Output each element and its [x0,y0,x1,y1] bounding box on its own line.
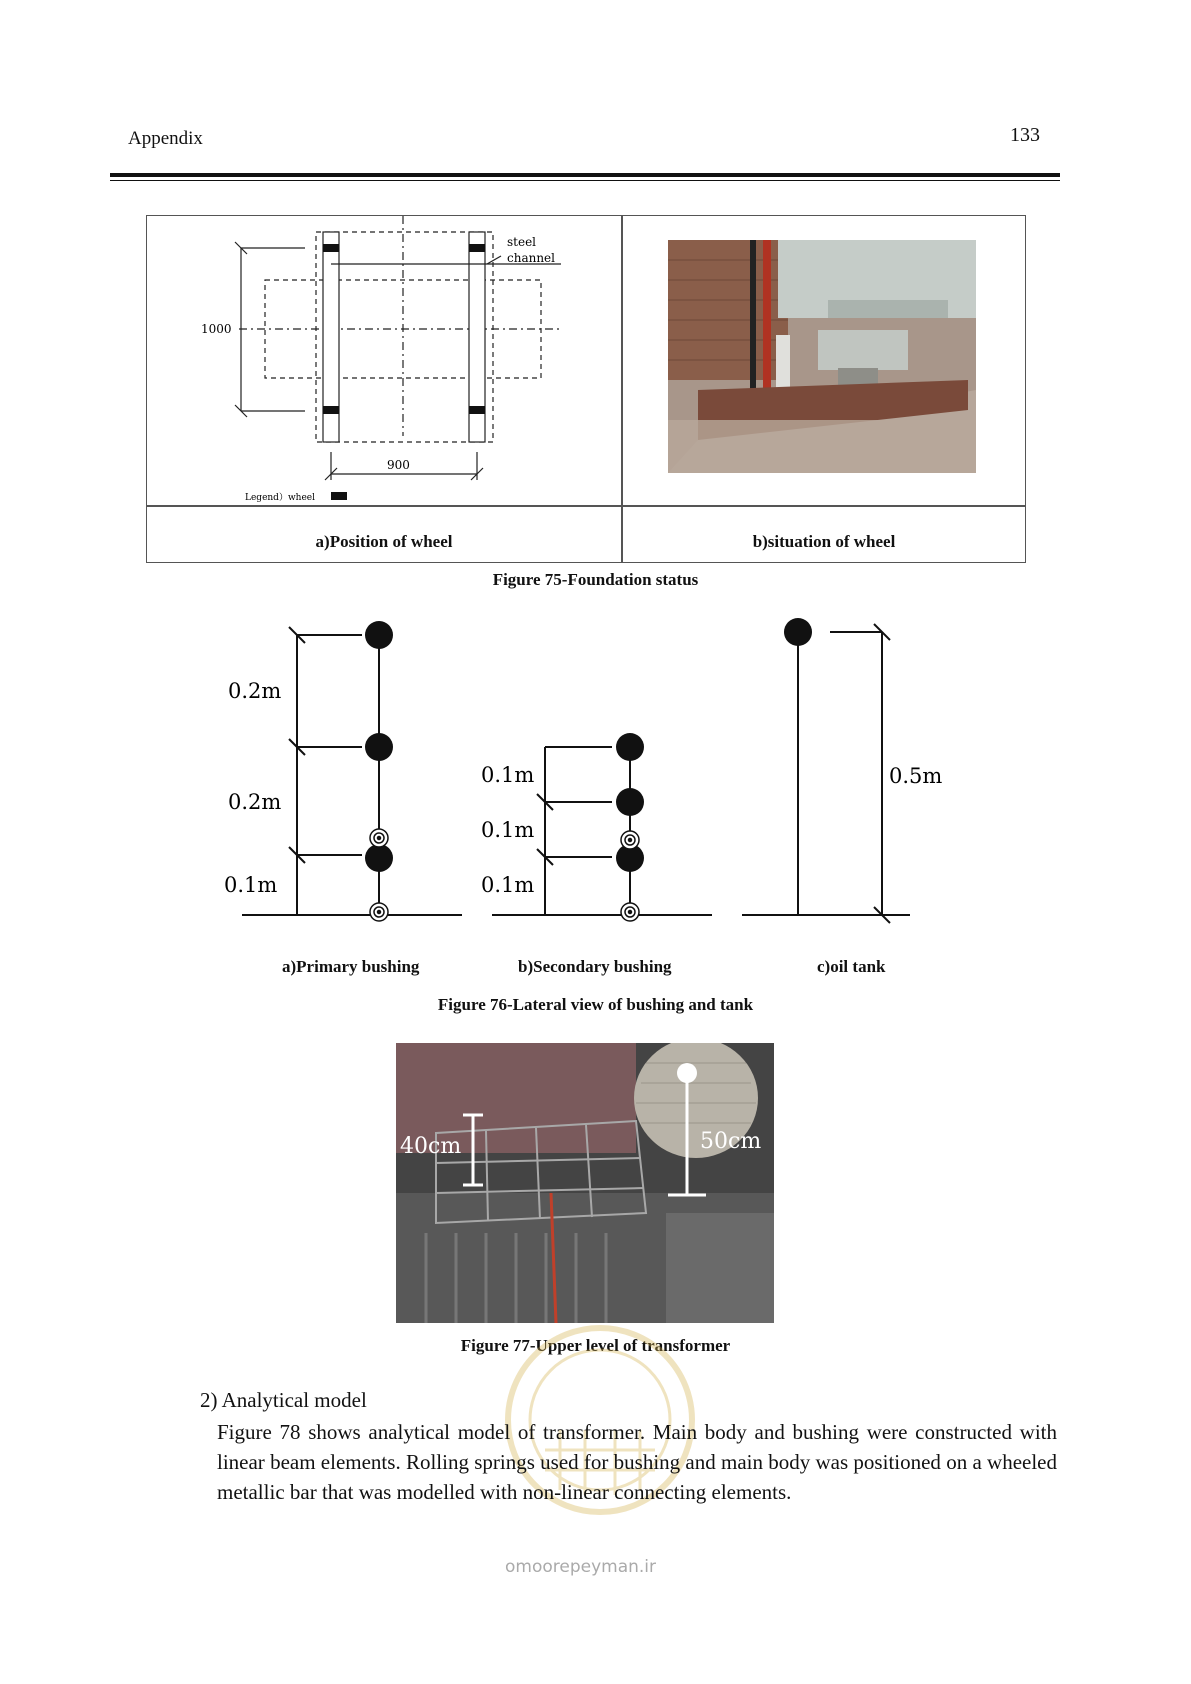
primary-dim-2: 0.2m [228,790,282,814]
caption-situation-of-wheel: b)situation of wheel [752,532,896,551]
figure-76-diagrams [0,610,1191,940]
wheel-situation-photo [668,240,976,473]
secondary-dim-1: 0.1m [481,763,535,787]
dimension-900: 900 [387,458,410,472]
label-50cm: 50cm [700,1129,762,1154]
dimension-1000: 1000 [201,322,232,336]
caption-position-of-wheel: a)Position of wheel [315,532,453,551]
header-rule-thin [110,180,1060,181]
caption-primary-bushing: a)Primary bushing [282,957,420,976]
transformer-upper-level-photo [396,1043,774,1323]
wheel-position-diagram [147,216,621,505]
page-number: 133 [1010,124,1040,146]
caption-secondary-bushing: b)Secondary bushing [518,957,672,976]
tank-dim: 0.5m [889,764,943,788]
secondary-dim-2: 0.1m [481,818,535,842]
label-steel: steel [507,235,537,249]
primary-dim-3: 0.1m [224,873,278,897]
label-40cm: 40cm [400,1134,462,1159]
caption-oil-tank: c)oil tank [817,957,886,976]
figure-75-table [146,215,1026,563]
watermark-site: omoorepeyman.ir [505,1557,657,1577]
label-channel: channel [507,251,555,265]
header-rule-thick [110,173,1060,177]
secondary-dim-3: 0.1m [481,873,535,897]
figure-75-caption: Figure 75-Foundation status [492,570,699,589]
primary-dim-1: 0.2m [228,679,282,703]
legend-text: Legend）wheel [245,493,315,503]
table-divider-horizontal [147,505,1025,507]
figure-76-caption: Figure 76-Lateral view of bushing and tank [437,995,754,1014]
running-header: Appendix [128,128,203,149]
figure-77-caption: Figure 77-Upper level of transformer [460,1336,731,1355]
section-heading: 2) Analytical model [200,1388,367,1412]
table-divider-vertical [621,216,623,562]
section-paragraph: Figure 78 shows analytical model of transformer. Main body and bushing were constructed with linear beam elements. Rolling springs used for bushing and main body was positioned on a wheeled metallic bar that was modelled with non-linear connecting elements. [217,1420,1057,1504]
